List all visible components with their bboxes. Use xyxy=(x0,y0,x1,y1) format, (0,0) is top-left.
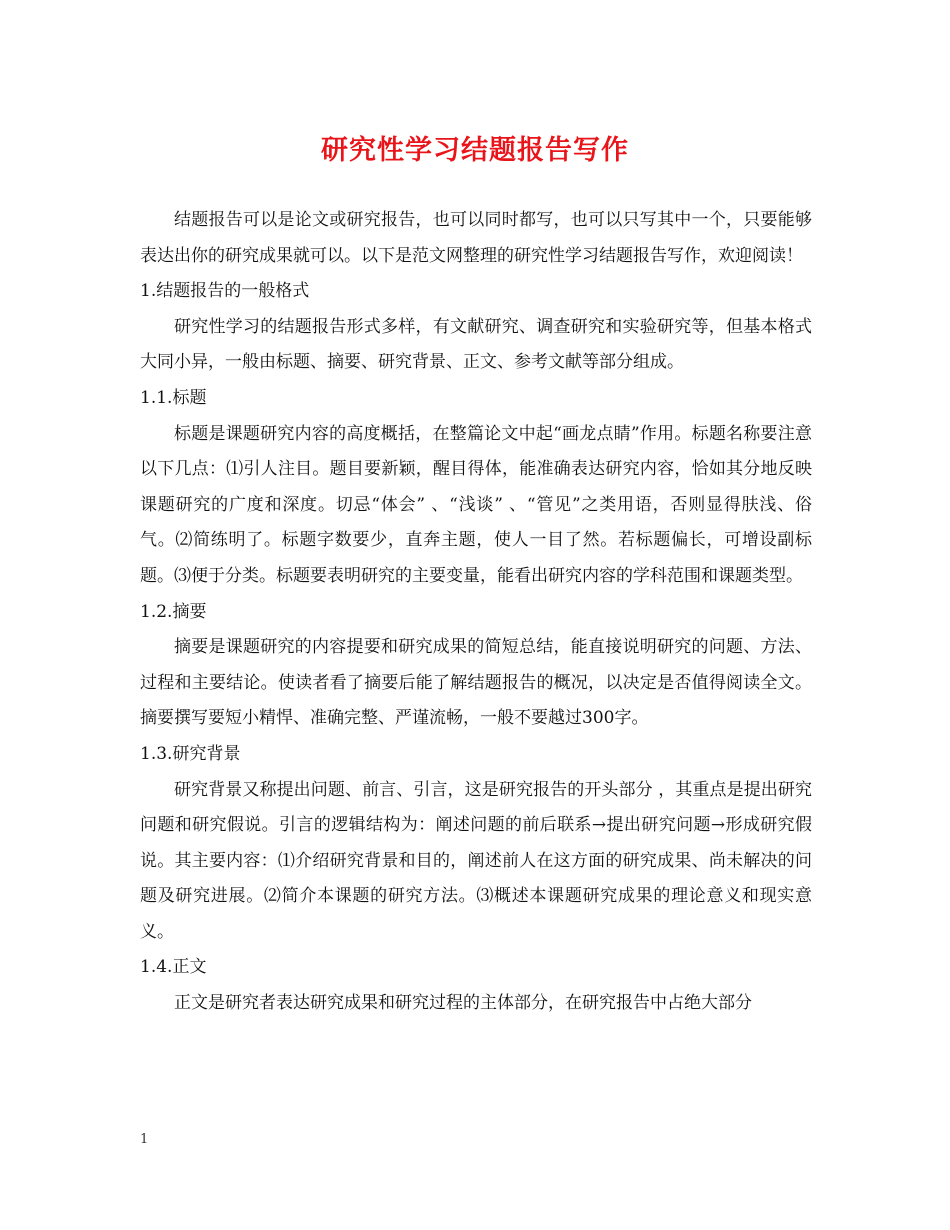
section-heading-main-text: 1.4.正文 xyxy=(140,957,207,978)
section-heading-general-format: 1.结题报告的一般格式 xyxy=(140,281,310,302)
paragraph-general-format: 研究性学习的结题报告形式多样，有文献研究、调查研究和实验研究等，但基本格式大同小异，一般由标题、摘要、研究背景、正文、参考文献等部分组成。 xyxy=(140,316,812,373)
paragraph-intro: 结题报告可以是论文或研究报告，也可以同时都写，也可以只写其中一个，只要能够表达出你的研究成果就可以。以下是范文网整理的研究性学习结题报告写作，欢迎阅读！ xyxy=(140,210,812,266)
document-title: 研究性学习结题报告写作 xyxy=(321,135,629,166)
section-heading-title: 1.1.标题 xyxy=(140,387,207,408)
paragraph-title: 标题是课题研究内容的高度概括，在整篇论文中起“画龙点睛”作用。标题名称要注意以下几点：⑴引人注目。题目要新颖，醒目得体，能准确表达研究内容，恰如其分地反映课题研究的广度和深度。切忌“体会” 、“浅谈” 、“管见”之类用语，否则显得肤浅、俗气。⑵简练明了。标题字数要少，直奔主题，使人一目了然。若标题偏长，可增设副标题。⑶便于分类。标题要表明研究的主要变量，能看出研究内容的学科范围和课题类型。 xyxy=(140,423,812,586)
section-heading-abstract: 1.2.摘要 xyxy=(140,601,207,622)
paragraph-background: 研究背景又称提出问题、前言、引言，这是研究报告的开头部分 ，其重点是提出研究问题和研究假说。引言的逻辑结构为：阐述问题的前后联系→提出研究问题→形成研究假说。其主要内容：⑴介绍研究背景和目的，阐述前人在这方面的研究成果、尚未解决的问题及研究进展。⑵简介本课题的研究方法。⑶概述本课题研究成果的理论意义和现实意义。 xyxy=(140,779,812,942)
paragraph-main-text: 正文是研究者表达研究成果和研究过程的主体部分，在研究报告中占绝大部分 xyxy=(174,993,752,1014)
document-body xyxy=(140,203,812,1022)
page-number: 1 xyxy=(140,1132,149,1147)
paragraph-abstract: 摘要是课题研究的内容提要和研究成果的简短总结，能直接说明研究的问题、方法、过程和主要结论。使读者看了摘要后能了解结题报告的概况，以决定是否值得阅读全文。摘要撰写要短小精悍、准确完整、严谨流畅，一般不要越过300字。 xyxy=(140,637,812,729)
section-heading-background: 1.3.研究背景 xyxy=(140,743,241,764)
